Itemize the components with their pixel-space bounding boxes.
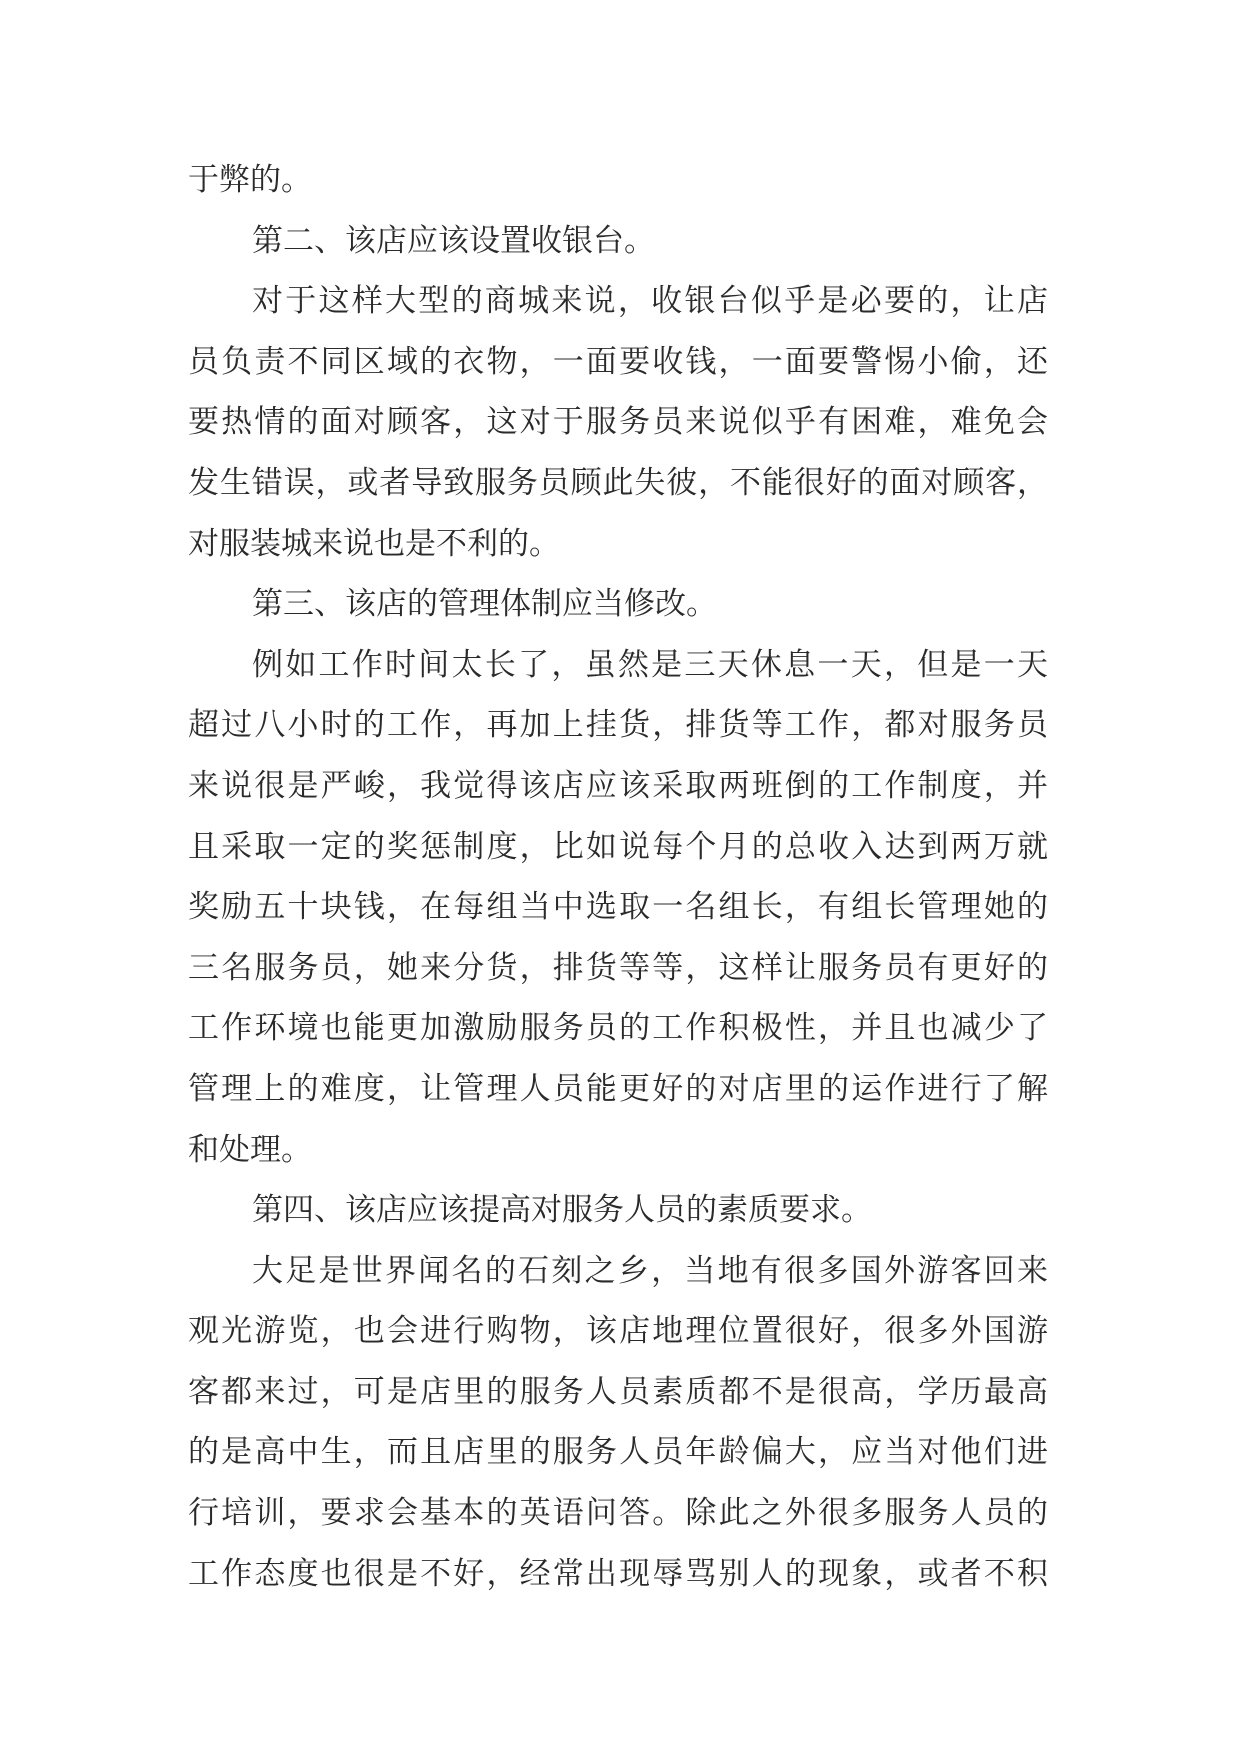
text-line: 行培训，要求会基本的英语问答。除此之外很多服务人员的 bbox=[188, 1495, 1048, 1532]
text-line: 发生错误，或者导致服务员顾此失彼，不能很好的面对顾客， bbox=[188, 464, 1048, 501]
text-line: 工作环境也能更加激励服务员的工作积极性，并且也减少了 bbox=[188, 1010, 1048, 1047]
text-line: 奖励五十块钱，在每组当中选取一名组长，有组长管理她的 bbox=[188, 889, 1048, 926]
text-line: 第四、该店应该提高对服务人员的素质要求。 bbox=[252, 1192, 872, 1229]
text-line: 且采取一定的奖惩制度，比如说每个月的总收入达到两万就 bbox=[188, 828, 1048, 865]
text-line: 大足是世界闻名的石刻之乡，当地有很多国外游客回来 bbox=[252, 1252, 1048, 1289]
text-line: 对服装城来说也是不利的。 bbox=[188, 525, 560, 562]
text-line: 第二、该店应该设置收银台。 bbox=[252, 222, 655, 259]
text-line: 工作态度也很是不好，经常出现辱骂别人的现象，或者不积 bbox=[188, 1555, 1048, 1592]
text-line: 管理上的难度，让管理人员能更好的对店里的运作进行了解 bbox=[188, 1070, 1048, 1107]
text-line: 观光游览，也会进行购物，该店地理位置很好，很多外国游 bbox=[188, 1313, 1048, 1350]
text-line: 三名服务员，她来分货，排货等等，这样让服务员有更好的 bbox=[188, 949, 1048, 986]
text-line: 例如工作时间太长了，虽然是三天休息一天，但是一天 bbox=[252, 646, 1048, 683]
text-line: 超过八小时的工作，再加上挂货，排货等工作，都对服务员 bbox=[188, 707, 1048, 744]
text-line: 要热情的面对顾客，这对于服务员来说似乎有困难，难免会 bbox=[188, 404, 1048, 441]
text-line: 的是高中生，而且店里的服务人员年龄偏大，应当对他们进 bbox=[188, 1434, 1048, 1471]
text-line: 和处理。 bbox=[188, 1131, 312, 1168]
text-line: 员负责不同区域的衣物，一面要收钱，一面要警惕小偷，还 bbox=[188, 343, 1048, 380]
document-body bbox=[188, 150, 1048, 1604]
text-line: 第三、该店的管理体制应当修改。 bbox=[252, 586, 717, 623]
text-line: 来说很是严峻，我觉得该店应该采取两班倒的工作制度，并 bbox=[188, 767, 1048, 804]
text-line: 对于这样大型的商城来说，收银台似乎是必要的，让店 bbox=[252, 283, 1048, 320]
text-line: 客都来过，可是店里的服务人员素质都不是很高，学历最高 bbox=[188, 1373, 1048, 1410]
text-line: 于弊的。 bbox=[188, 162, 312, 198]
